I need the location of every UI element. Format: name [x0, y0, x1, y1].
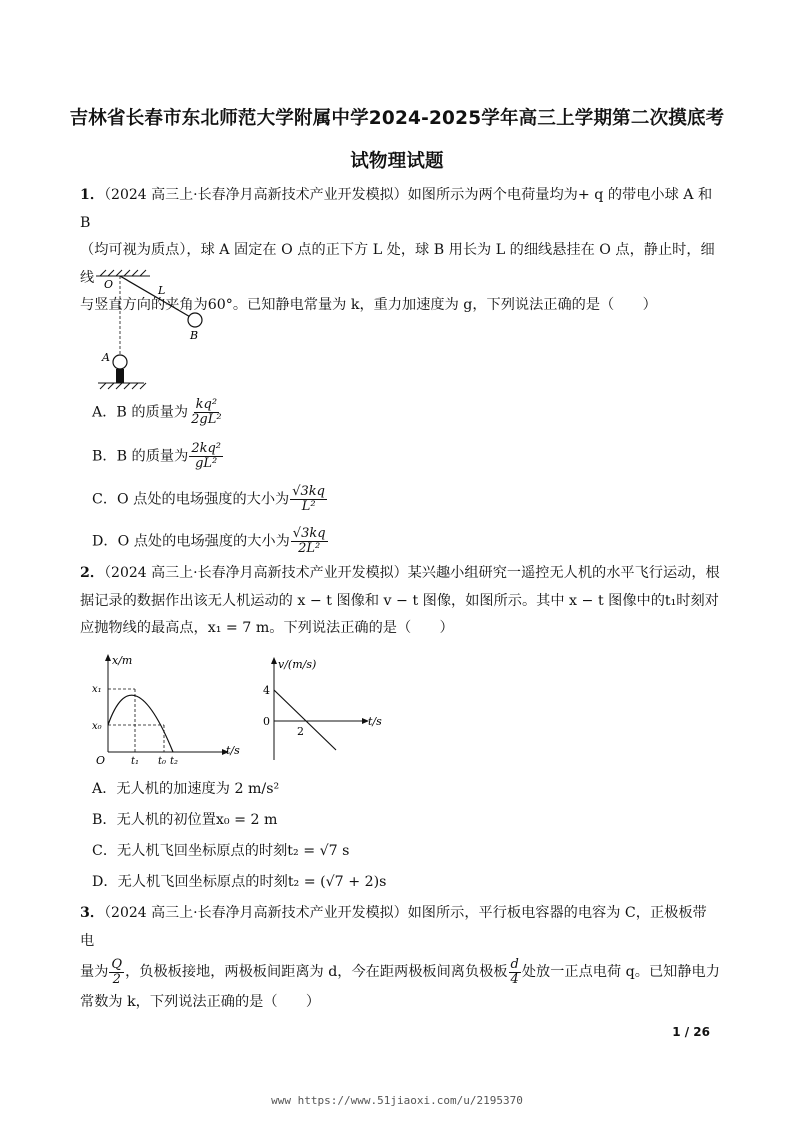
ball-A	[113, 355, 127, 369]
xt-ylabel: x/m	[112, 654, 133, 667]
option-label: A．B 的质量为	[92, 404, 189, 421]
fraction-denominator: 2gL²	[191, 412, 222, 427]
xt-tick-t1: t₁	[131, 756, 140, 767]
fraction-numerator: √3kq	[292, 484, 326, 499]
option-label: D．O 点处的电场强度的大小为	[92, 533, 290, 550]
fraction	[290, 485, 327, 514]
fraction-numerator: √3kq	[292, 526, 326, 541]
question-text: 如图所示为两个电荷量均为+ q 的带电小球 A 和 B	[80, 187, 713, 231]
xt-tick-x0: x₀	[92, 721, 102, 732]
fraction-numerator: kq²	[195, 397, 218, 412]
vt-tick-2: 2	[297, 725, 304, 738]
question-3-line1	[80, 900, 720, 955]
footer-url[interactable]: www https://www.51jiaoxi.com/u/2195370	[271, 1094, 523, 1107]
question-source: （2024 高三上·长春净月高新技术产业开发模拟）	[104, 187, 408, 203]
option-2C[interactable]: C．无人机飞回坐标原点的时刻t₂ = √7 s	[92, 843, 350, 859]
question-2-line1	[80, 560, 720, 588]
vt-y-arrow	[271, 657, 277, 664]
page-title: 吉林省长春市东北师范大学附属中学2024-2025学年高三上学期第二次摸底考	[69, 108, 725, 129]
vt-line	[274, 690, 336, 750]
fraction	[189, 398, 223, 427]
vt-origin: 0	[263, 715, 270, 728]
xt-tick-x1: x₁	[92, 684, 102, 695]
option-1D[interactable]	[92, 527, 329, 556]
question-3-line3: 常数为 k，下列说法正确的是（ ）	[80, 994, 321, 1010]
question-source: （2024 高三上·长春净月高新技术产业开发模拟）	[104, 905, 408, 921]
floor-hatch	[98, 383, 146, 389]
option-2B[interactable]: B．无人机的初位置x₀ = 2 m	[92, 812, 278, 828]
figure-pendulum	[92, 268, 222, 393]
fraction-d-over-4	[509, 958, 521, 987]
fraction-denominator: 2L²	[298, 541, 321, 556]
text-segment: 量为	[80, 964, 109, 980]
fraction-denominator: 2	[112, 971, 121, 987]
question-2-line2: 据记录的数据作出该无人机运动的 x − t 图像和 v − t 图像，如图所示。其中 x − t 图像中的t₁时刻对	[80, 592, 719, 609]
fraction	[291, 527, 328, 556]
question-3	[80, 900, 720, 1017]
fraction	[189, 442, 223, 471]
option-2D[interactable]: D．无人机飞回坐标原点的时刻t₂ = (√7 + 2)s	[92, 874, 387, 890]
xt-xlabel: t/s	[226, 744, 240, 757]
option-2A[interactable]: A．无人机的加速度为 2 m/s²	[92, 781, 280, 797]
question-number: 2．	[80, 565, 105, 581]
xt-origin: O	[96, 754, 106, 767]
fraction-Q-over-2	[109, 958, 124, 987]
question-source: （2024 高三上·长春净月高新技术产业开发模拟）	[104, 565, 408, 581]
question-1-line3: 与竖直方向的夹角为60°。已知静电常量为 k，重力加速度为 g，下列说法正确的是（ ）	[80, 297, 657, 313]
option-1A[interactable]	[92, 398, 225, 427]
page-title-line2: 试物理试题	[350, 151, 444, 172]
vt-tick-4: 4	[263, 684, 270, 697]
ceiling-hatch	[96, 270, 150, 276]
xt-tick-t0: t₀	[158, 756, 167, 767]
xt-parabola	[108, 695, 173, 752]
text-segment: 处放一正点电荷 q。已知静电力	[521, 964, 720, 980]
label-O: O	[104, 278, 114, 291]
question-text: 如图所示，平行板电容器的电容为 C，正极板带电	[80, 905, 707, 949]
label-A: A	[102, 351, 110, 364]
option-label: C．O 点处的电场强度的大小为	[92, 491, 290, 508]
xt-graph	[88, 652, 248, 772]
fraction-numerator: Q	[111, 956, 123, 972]
fraction-numerator: 2kq²	[191, 441, 221, 456]
text-segment: ，负极板接地，两极板间距离为 d，今在距两极板间离负极板	[125, 964, 508, 980]
question-2	[80, 560, 720, 643]
option-1B[interactable]	[92, 442, 224, 471]
ball-B	[188, 313, 202, 327]
question-number: 1．	[80, 187, 105, 203]
vt-xlabel: t/s	[368, 715, 382, 728]
option-label: B．B 的质量为	[92, 448, 189, 465]
fraction-denominator: L²	[301, 499, 316, 514]
fraction-numerator: d	[510, 956, 519, 972]
question-number: 3．	[80, 905, 105, 921]
xt-y-arrow	[105, 654, 111, 661]
vt-ylabel: v/(m/s)	[278, 658, 317, 671]
fraction-denominator: gL²	[195, 456, 218, 471]
question-1-line1	[80, 182, 720, 237]
page-number: 1 / 26	[672, 1025, 710, 1039]
question-1-line2: （均可视为质点），球 A 固定在 O 点的正下方 L 处，球 B 用长为 L 的细线悬挂在 O 点，静止时，细线	[80, 242, 715, 286]
label-L: L	[158, 284, 166, 297]
string-L	[120, 276, 192, 318]
question-text: 某兴趣小组研究一遥控无人机的水平飞行运动，根	[407, 565, 720, 581]
support-post	[116, 369, 124, 383]
vt-graph	[258, 655, 398, 770]
fraction-denominator: 4	[510, 971, 519, 987]
xt-tick-t2: t₂	[170, 756, 179, 767]
label-B: B	[190, 329, 199, 342]
option-1C[interactable]	[92, 485, 328, 514]
question-3-line2	[80, 955, 720, 989]
question-2-line3: 应抛物线的最高点，x₁ = 7 m。下列说法正确的是（ ）	[80, 620, 454, 636]
